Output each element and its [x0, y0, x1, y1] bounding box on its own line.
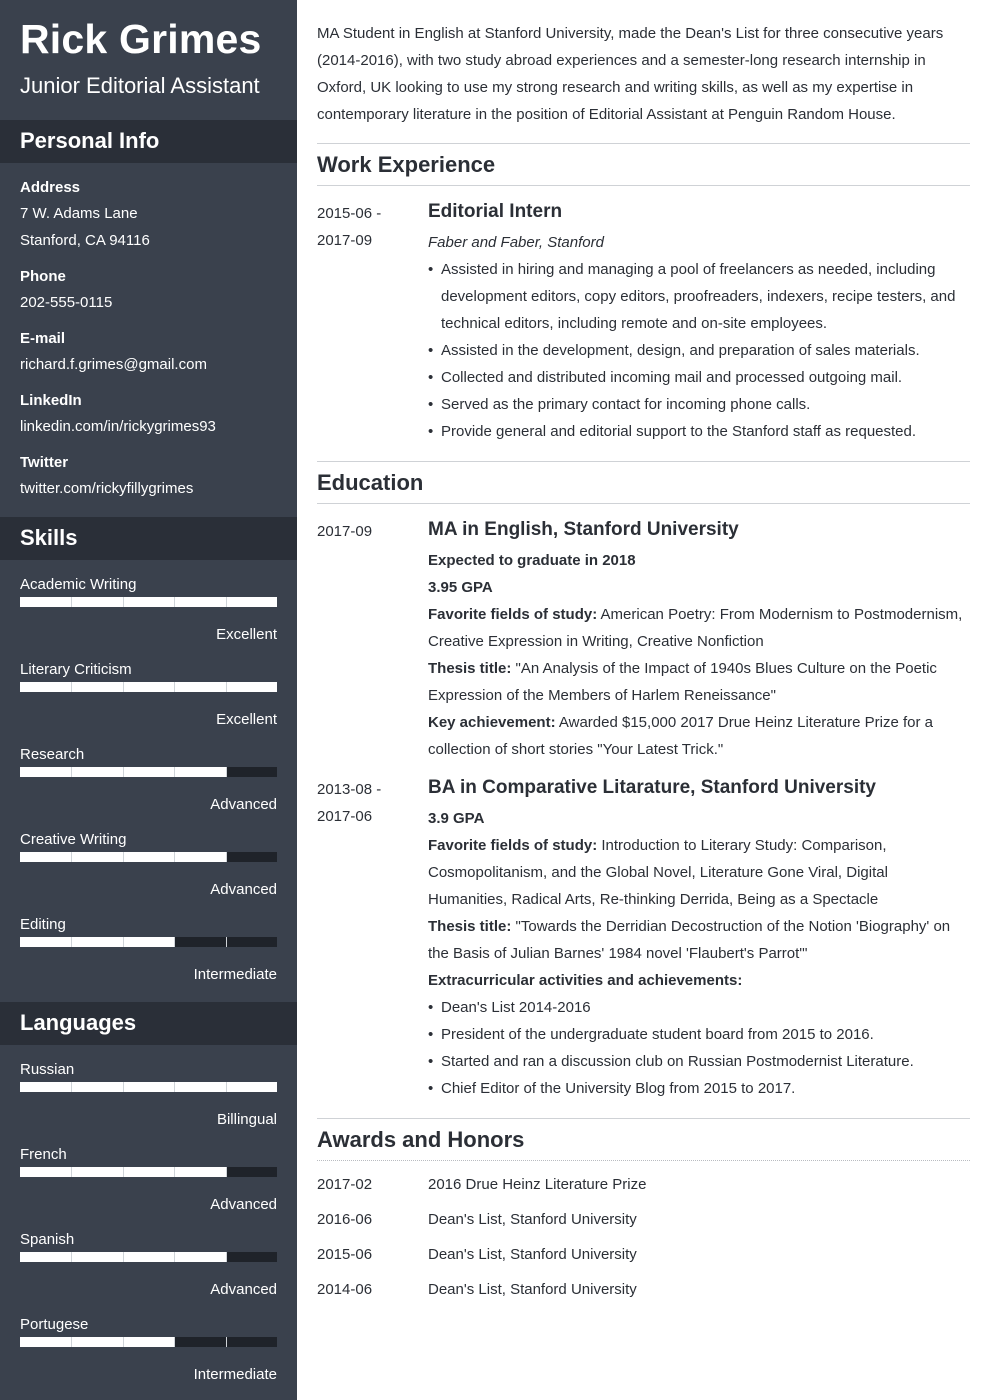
- level-bar: [20, 597, 277, 607]
- ba-title: BA in Comparative Litarature, Stanford University: [428, 777, 877, 798]
- award-date: 2017-02: [317, 1176, 373, 1193]
- bar-level-text: Intermediate: [193, 1366, 277, 1383]
- bar-label: Research: [20, 746, 85, 763]
- bar-level-text: Advanced: [210, 881, 277, 898]
- level-bar: [20, 852, 277, 862]
- bar-level-text: Billingual: [216, 1111, 277, 1128]
- linkedin-label: LinkedIn: [20, 392, 82, 409]
- level-bar-tick: [123, 1252, 124, 1262]
- ma-achievement-label: Key achievement:: [428, 714, 556, 731]
- level-bar-tick: [123, 1167, 124, 1177]
- level-bar-tick: [174, 1252, 175, 1262]
- ba-gpa: 3.9 GPA: [428, 810, 485, 827]
- personal-info-heading: Personal Info: [20, 128, 160, 153]
- list-item: • Dean's List 2014-2016: [428, 994, 970, 1021]
- bar-level-text: Intermediate: [193, 966, 277, 983]
- list-item: • Collected and distributed incoming mail and processed outgoing mail.: [428, 364, 970, 391]
- level-bar-tick: [226, 767, 227, 777]
- twitter-label: Twitter: [20, 454, 69, 471]
- ma-fields: [428, 601, 970, 655]
- bar-label: Editing: [20, 916, 66, 933]
- level-bar-tick: [226, 682, 227, 692]
- level-bar: [20, 1082, 277, 1092]
- ba-date: [317, 776, 417, 830]
- award-date: 2016-06: [317, 1211, 373, 1228]
- email-label: E-mail: [20, 330, 66, 347]
- level-bar-tick: [226, 1167, 227, 1177]
- level-bar-tick: [71, 1252, 72, 1262]
- bar-level-text: Advanced: [210, 1196, 277, 1213]
- ma-achievement-value: Awarded $15,000 2017 Drue Heinz Literature Prize for a collection of short stories "Your Latest Trick.": [428, 714, 934, 758]
- awards-heading: Awards and Honors: [317, 1127, 525, 1152]
- job-title: Editorial Intern: [428, 201, 563, 222]
- address-line1: 7 W. Adams Lane: [20, 205, 138, 222]
- level-bar-tick: [174, 1082, 175, 1092]
- address-label: Address: [20, 179, 81, 196]
- job-date-end: 2017-09: [317, 232, 373, 249]
- level-bar: [20, 1252, 277, 1262]
- level-bar: [20, 937, 277, 947]
- bar-level-text: Advanced: [210, 1281, 277, 1298]
- personal-info-header: [0, 120, 297, 163]
- twitter-value[interactable]: twitter.com/rickyfillygrimes: [20, 480, 194, 497]
- skills-header: [0, 517, 297, 560]
- job-date-start: 2015-06 -: [317, 205, 382, 222]
- list-item: • President of the undergraduate student board from 2015 to 2016.: [428, 1021, 970, 1048]
- ba-date-end: 2017-06: [317, 808, 373, 825]
- level-bar-tick: [226, 1252, 227, 1262]
- address-line2: Stanford, CA 94116: [20, 232, 150, 249]
- ma-thesis: [428, 655, 970, 709]
- level-bar-fill: [20, 937, 174, 947]
- level-bar-tick: [174, 767, 175, 777]
- email-value[interactable]: richard.f.grimes@gmail.com: [20, 356, 207, 373]
- ba-thesis: [428, 913, 970, 967]
- skills-heading: Skills: [20, 525, 78, 550]
- ma-thesis-value: "An Analysis of the Impact of 1940s Blues Culture on the Poetic Expression of the Members of Harlem Reneissance": [428, 660, 937, 704]
- divider: [317, 1160, 970, 1161]
- bar-label: Academic Writing: [20, 576, 137, 593]
- list-item: • Started and ran a discussion club on Russian Postmodernist Literature.: [428, 1048, 970, 1075]
- level-bar-tick: [123, 937, 124, 947]
- level-bar-tick: [123, 852, 124, 862]
- bar-label: Literary Criticism: [20, 661, 132, 678]
- level-bar-tick: [71, 1167, 72, 1177]
- level-bar: [20, 1337, 277, 1347]
- award-date: 2015-06: [317, 1246, 373, 1263]
- award-name: Dean's List, Stanford University: [428, 1246, 637, 1263]
- bar-label: Portugese: [20, 1316, 89, 1333]
- job-bullets: [428, 256, 970, 445]
- level-bar-tick: [123, 1082, 124, 1092]
- award-date: 2014-06: [317, 1281, 373, 1298]
- level-bar-tick: [226, 937, 227, 947]
- level-bar-fill: [20, 682, 277, 692]
- ba-fields: [428, 832, 970, 913]
- level-bar-fill: [20, 1337, 174, 1347]
- award-name: Dean's List, Stanford University: [428, 1211, 637, 1228]
- level-bar-tick: [174, 1337, 175, 1347]
- bar-label: Creative Writing: [20, 831, 127, 848]
- level-bar-tick: [226, 852, 227, 862]
- job-entry: [428, 198, 970, 445]
- bar-label: Spanish: [20, 1231, 75, 1248]
- phone-value: 202-555-0115: [20, 294, 113, 311]
- ma-fields-value: American Poetry: From Modernism to Postmodernism, Creative Expression in Writing, Creative Nonfiction: [428, 606, 963, 650]
- level-bar-fill: [20, 597, 277, 607]
- level-bar-tick: [174, 937, 175, 947]
- ba-entry: [428, 774, 970, 1102]
- level-bar-tick: [174, 682, 175, 692]
- divider: [317, 461, 970, 462]
- ba-extra-list: [428, 994, 970, 1102]
- ba-thesis-value: "Towards the Derridian Decostruction of the Notion 'Biography' on the Basis of Julian Barnes' 1984 novel 'Flaubert's Parrot'": [428, 918, 951, 962]
- level-bar-tick: [174, 852, 175, 862]
- ma-gpa: 3.95 GPA: [428, 579, 493, 596]
- ma-date: 2017-09: [317, 523, 373, 540]
- ma-expected: Expected to graduate in 2018: [428, 552, 636, 569]
- ma-fields-label: Favorite fields of study:: [428, 606, 598, 623]
- divider: [317, 143, 970, 144]
- level-bar-tick: [123, 682, 124, 692]
- ba-date-start: 2013-08 -: [317, 781, 382, 798]
- bar-level-text: Excellent: [216, 626, 277, 643]
- ba-fields-label: Favorite fields of study:: [428, 837, 598, 854]
- work-experience-heading: Work Experience: [317, 152, 496, 177]
- level-bar-tick: [123, 767, 124, 777]
- divider: [317, 1118, 970, 1119]
- bar-label: French: [20, 1146, 67, 1163]
- level-bar-tick: [71, 767, 72, 777]
- level-bar-tick: [174, 1167, 175, 1177]
- level-bar-tick: [71, 1082, 72, 1092]
- level-bar-tick: [71, 937, 72, 947]
- languages-heading: Languages: [20, 1010, 137, 1035]
- award-name: Dean's List, Stanford University: [428, 1281, 637, 1298]
- level-bar: [20, 682, 277, 692]
- level-bar-tick: [71, 852, 72, 862]
- candidate-title: Junior Editorial Assistant: [20, 73, 260, 98]
- ba-extra-label: Extracurricular activities and achievements:: [428, 972, 743, 989]
- level-bar-fill: [20, 1082, 277, 1092]
- level-bar-tick: [226, 1082, 227, 1092]
- education-heading: Education: [317, 470, 424, 495]
- summary-text: MA Student in English at Stanford University, made the Dean's List for three consecutive years (2014-2016), with two study abroad experiences and a semester-long research internship in Oxford, UK looking to use my strong research and writing skills, as well as my expertise in contemporary literature in the position of Editorial Assistant at Penguin Random House.: [317, 25, 944, 123]
- award-name: 2016 Drue Heinz Literature Prize: [428, 1176, 647, 1193]
- phone-label: Phone: [20, 268, 66, 285]
- level-bar-tick: [71, 597, 72, 607]
- bar-label: Russian: [20, 1061, 75, 1078]
- divider: [317, 503, 970, 504]
- divider: [317, 185, 970, 186]
- languages-header: [0, 1002, 297, 1045]
- level-bar-tick: [123, 597, 124, 607]
- level-bar: [20, 767, 277, 777]
- candidate-name: Rick Grimes: [20, 16, 262, 62]
- list-item: • Chief Editor of the University Blog from 2015 to 2017.: [428, 1075, 970, 1102]
- level-bar-tick: [123, 1337, 124, 1347]
- list-item: • Provide general and editorial support to the Stanford staff as requested.: [428, 418, 970, 445]
- bar-level-text: Excellent: [216, 711, 277, 728]
- level-bar-tick: [71, 1337, 72, 1347]
- list-item: • Assisted in hiring and managing a pool of freelancers as needed, including development editors, copy editors, proofreaders, indexers, recipe testers, and technical editors, including remote and on-site employees.: [428, 256, 970, 337]
- level-bar-tick: [71, 682, 72, 692]
- level-bar: [20, 1167, 277, 1177]
- ma-title: MA in English, Stanford University: [428, 519, 739, 540]
- linkedin-value[interactable]: linkedin.com/in/rickygrimes93: [20, 418, 216, 435]
- level-bar-tick: [226, 597, 227, 607]
- level-bar-tick: [174, 597, 175, 607]
- level-bar-tick: [226, 1337, 227, 1347]
- ba-thesis-label: Thesis title:: [428, 918, 512, 935]
- ma-thesis-label: Thesis title:: [428, 660, 512, 677]
- ma-entry: [428, 516, 970, 763]
- list-item: • Assisted in the development, design, and preparation of sales materials.: [428, 337, 970, 364]
- job-company: Faber and Faber, Stanford: [428, 234, 604, 251]
- ma-achievement: [428, 709, 970, 763]
- ba-fields-value: Introduction to Literary Study: Comparison, Cosmopolitanism, and the Global Novel, Literature Gone Viral, Digital Humanities, Radical Arts, Re-thinking Derrida, Being as a Spectacle: [428, 837, 888, 908]
- sidebar: [0, 0, 297, 1400]
- bar-level-text: Advanced: [210, 796, 277, 813]
- job-date: [317, 200, 417, 254]
- list-item: • Served as the primary contact for incoming phone calls.: [428, 391, 970, 418]
